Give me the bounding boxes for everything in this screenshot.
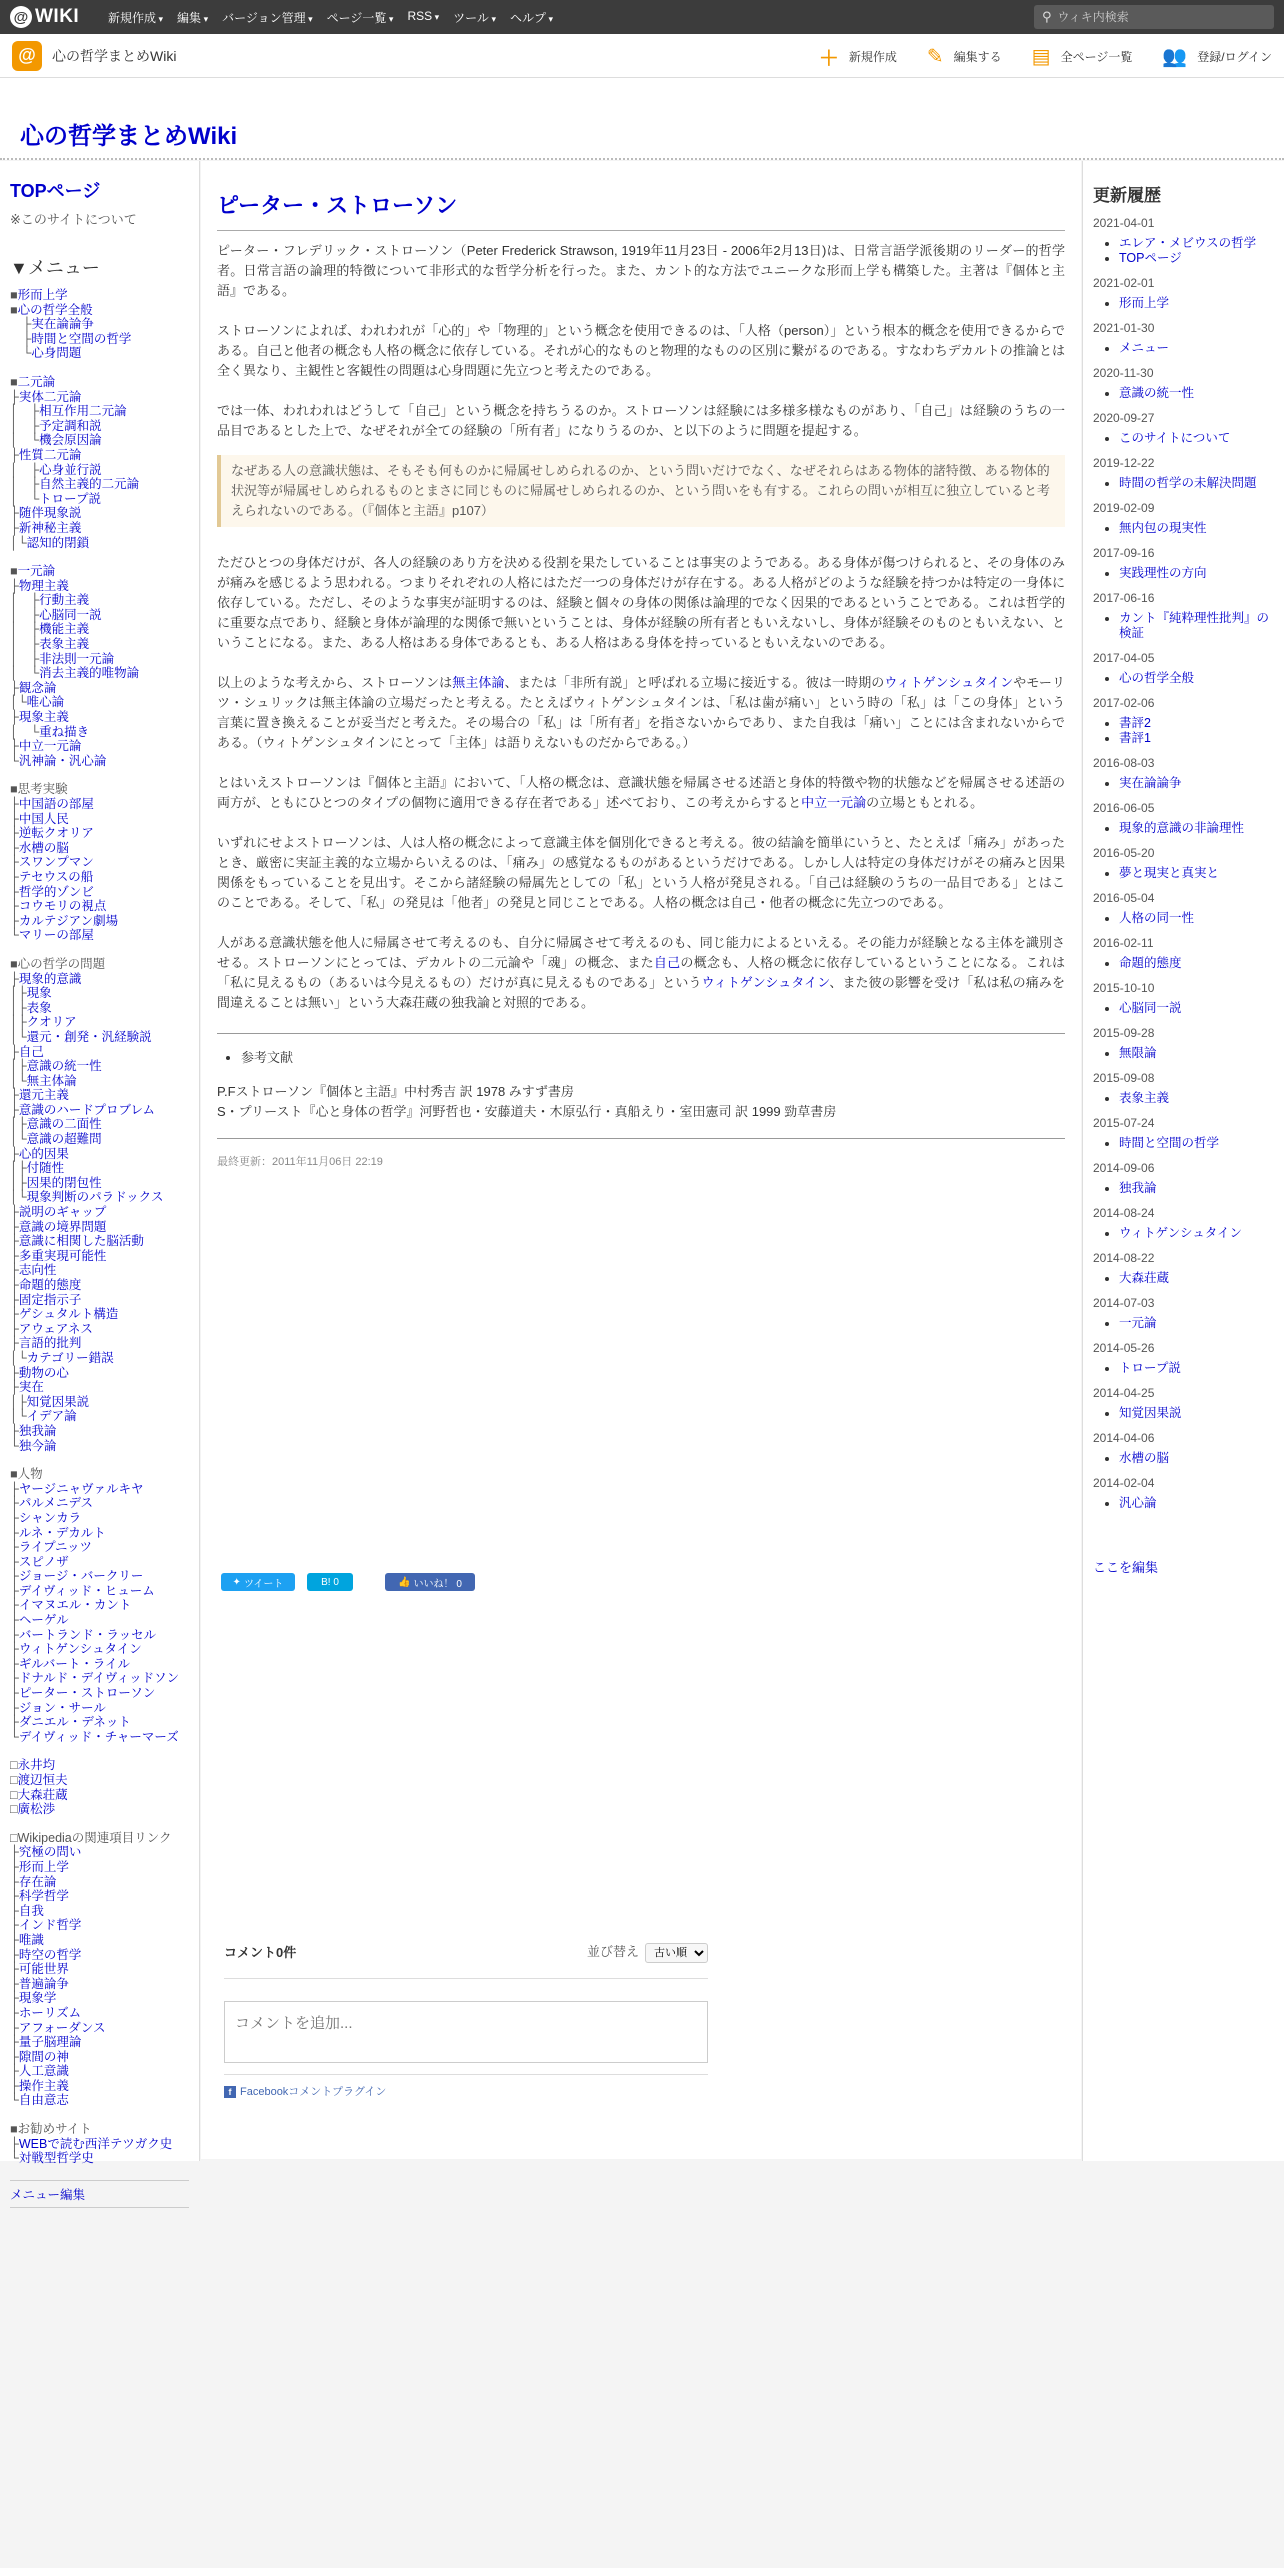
menu-block xyxy=(10,957,189,1453)
search-icon: ⚲ xyxy=(1042,9,1052,24)
updated-page-link[interactable]: 書評2 xyxy=(1119,716,1151,730)
menu-item: ■心の哲学の問題 xyxy=(10,956,106,971)
menu-item[interactable]: ├スピノザ xyxy=(10,1554,69,1569)
menu-item[interactable]: ├テセウスの船 xyxy=(10,869,94,884)
divider xyxy=(217,1033,1065,1034)
update-date: 2014-04-25 xyxy=(1093,1386,1155,1400)
menu-item[interactable]: ├時空の哲学 xyxy=(10,1947,82,1962)
menu-item[interactable]: ├カルテジアン劇場 xyxy=(10,913,119,928)
updated-page-link[interactable]: 一元論 xyxy=(1119,1316,1157,1330)
left-sidebar xyxy=(0,161,200,2202)
menu-item[interactable]: ├形而上学 xyxy=(10,1859,69,1874)
reference-item: P.Fストローソン『個体と主語』中村秀吉 訳 1978 みすず書房 xyxy=(217,1084,574,1099)
reference-item: S・プリースト『心と身体の哲学』河野哲也・安藤道夫・木原弘行・真船えり・室田憲司 訳 1999 勁草書房 xyxy=(217,1104,837,1119)
updated-page-link[interactable]: 独我論 xyxy=(1119,1181,1157,1195)
menu-item[interactable]: │ ├心脳同一説 xyxy=(10,607,102,622)
update-date: 2015-09-28 xyxy=(1093,1026,1155,1040)
menu-item[interactable]: ├ヘーゲル xyxy=(10,1613,69,1628)
comment-count: コメント0件 xyxy=(224,1945,297,1960)
menu-item[interactable]: ├命題的態度 xyxy=(10,1278,82,1292)
facebook-plugin-link[interactable]: f Facebookコメントプラグイン xyxy=(224,2074,708,2099)
menu-item[interactable]: ├ピーター・ストローソン xyxy=(10,1686,156,1701)
updated-page-link[interactable]: 汎心論 xyxy=(1119,1496,1157,1510)
menu-item[interactable]: ├バートランド・ラッセル xyxy=(10,1627,157,1642)
menu-item[interactable]: ├現象主義 xyxy=(10,710,69,725)
menu-item[interactable]: ├自我 xyxy=(10,1903,44,1918)
menu-item[interactable]: ├現象学 xyxy=(10,1991,57,2006)
menu-item[interactable]: │└無主体論 xyxy=(10,1073,77,1088)
menu-item[interactable]: ├現象的意識 xyxy=(10,971,82,986)
update-list xyxy=(1119,956,1274,971)
update-list xyxy=(1119,716,1274,746)
menu-item[interactable]: ├逆転クオリア xyxy=(10,826,94,841)
update-date: 2016-06-05 xyxy=(1093,801,1155,815)
updated-page-link[interactable]: このサイトについて xyxy=(1119,431,1231,445)
update-date: 2014-08-22 xyxy=(1093,1251,1155,1265)
update-list xyxy=(1119,1451,1274,1466)
menu-item[interactable]: ├コウモリの視点 xyxy=(10,899,107,914)
updated-page-link[interactable]: 夢と現実と真実と xyxy=(1119,866,1220,880)
menu-item[interactable]: ├科学哲学 xyxy=(10,1889,69,1904)
menu-item[interactable]: ├固定指示子 xyxy=(10,1292,82,1307)
update-date: 2020-09-27 xyxy=(1093,411,1155,425)
update-date: 2016-02-11 xyxy=(1093,936,1154,950)
paragraph: ただひとつの身体だけが、各人の経験のあり方を決める役割を果たしていることは事実のようである。ある身体が傷つけられると、その身体のみが痛みを感じるよう思われる。つまりそれぞれの人格にはただ一つの身体だけが存在する。ある人格がどのような経験を持つかは特定の一身体に依存している。ただし、そのような事実が証明するのは、経験と個々の身体の関係は論理的でなく因果的であるということである。これは哲学的に重要な点であり、経験と身体が論理的な関係で無いということは、身体が経験の所有者ともいえないし、身体が経験そのものともいえない、ということになる。また、ある人格はある身体であるとも、ある人格はある身体を持っているともいえないのである。 xyxy=(217,555,1065,650)
menu-item[interactable]: ├ルネ・デカルト xyxy=(10,1525,106,1540)
link-self[interactable]: 自己 xyxy=(653,955,681,970)
update-date: 2014-02-04 xyxy=(1093,1476,1155,1490)
menu-item[interactable]: │├意識の二面性 xyxy=(10,1117,102,1132)
update-date: 2015-10-10 xyxy=(1093,981,1155,995)
menu-item[interactable]: ├水槽の脳 xyxy=(10,840,69,855)
menu-item[interactable]: │├現象 xyxy=(10,986,52,1001)
update-list xyxy=(1119,1046,1274,1061)
update-date: 2017-02-06 xyxy=(1093,696,1155,710)
update-date: 2016-05-04 xyxy=(1093,891,1155,905)
menu-version[interactable]: バージョン管理 ▾ xyxy=(222,9,313,26)
update-date: 2015-09-08 xyxy=(1093,1071,1155,1085)
menu-block xyxy=(10,1831,189,2108)
menu-item[interactable]: ├ダニエル・デネット xyxy=(10,1715,131,1730)
updated-page-link[interactable]: 実在論論争 xyxy=(1119,776,1182,790)
paragraph: ストローソンによれば、われわれが「心的」や「物理的」という概念を使用できるのは、「人格（person）」という根本的概念を使用できるからである。自己と他者の概念も人格の概念に依存している。それが心的なものと物理的なものの区別に繋がるのである。すなわちデカルトの推論とは全く異なり、主観性と客観性の問題は心身問題に先立つと考えたのである。 xyxy=(217,323,1065,378)
menu-item[interactable]: │ ├機能主義 xyxy=(10,622,90,637)
edit-here-link[interactable]: ここを編集 xyxy=(1093,1560,1159,1575)
menu-item[interactable]: ■形而上学 xyxy=(10,288,68,302)
divider xyxy=(217,1138,1065,1139)
updated-page-link[interactable]: 大森荘蔵 xyxy=(1119,1271,1170,1285)
menu-block xyxy=(10,2122,189,2166)
update-date: 2021-01-30 xyxy=(1093,321,1155,335)
menu-item[interactable]: │└唯心論 xyxy=(10,695,65,710)
updated-page-link[interactable]: 人格の同一性 xyxy=(1119,911,1195,925)
update-date: 2014-04-06 xyxy=(1093,1431,1155,1445)
update-list xyxy=(1119,1496,1274,1511)
menu-item[interactable]: │├因果的閉包性 xyxy=(10,1175,102,1190)
paragraph: では一体、われわれはどうして「自己」という概念を持ちうるのか。ストローソンは経験には多様多様なものがあり、「自己」は経験のうちの一品目であるとした上で、なぜそれが全ての経験の「所有者」になりうるのか、と以下のように問題を提起する。 xyxy=(217,403,1065,438)
menu-new[interactable]: 新規作成 ▾ xyxy=(108,9,163,26)
menu-item[interactable]: │└意識の超難問 xyxy=(10,1132,102,1147)
search-input[interactable] xyxy=(1058,10,1258,24)
menu-item[interactable]: ├随伴現象説 xyxy=(10,506,82,521)
updated-page-link[interactable]: エレア・メビウスの哲学 xyxy=(1119,236,1257,250)
menu-item[interactable]: ├究極の問い xyxy=(10,1845,82,1860)
update-list xyxy=(1119,1361,1274,1376)
updated-page-link[interactable]: 時間の哲学の未解決問題 xyxy=(1119,476,1257,490)
menu-item[interactable]: │└カテゴリー錯誤 xyxy=(10,1350,114,1365)
sort-control: 並び替え 古い順 xyxy=(587,1941,708,1963)
update-list xyxy=(1119,1136,1274,1151)
update-date: 2014-09-06 xyxy=(1093,1161,1155,1175)
comment-input[interactable] xyxy=(224,2001,708,2063)
update-date: 2014-05-26 xyxy=(1093,1341,1155,1355)
menu-item[interactable]: ├多重実現可能性 xyxy=(10,1248,107,1263)
menu-item[interactable]: ├新神秘主義 xyxy=(10,520,82,535)
wiki-logo[interactable]: @ WIKI xyxy=(10,4,94,30)
menu-item[interactable]: ├シャンカラ xyxy=(10,1510,82,1525)
all-pages-button[interactable]: ▤ 全ページ一覧 xyxy=(1031,45,1133,68)
menu-item[interactable]: ├物理主義 xyxy=(10,578,69,593)
twitter-icon: ✦ xyxy=(232,1576,241,1588)
update-list xyxy=(1119,776,1274,791)
update-list xyxy=(1119,671,1274,686)
menu-block xyxy=(10,288,189,361)
updated-page-link[interactable]: トロープ説 xyxy=(1119,1361,1181,1375)
like-icon: 👍 xyxy=(398,1576,411,1588)
right-sidebar xyxy=(1082,161,1284,2161)
sort-select[interactable] xyxy=(645,1943,708,1963)
facebook-icon: f xyxy=(224,2086,236,2098)
new-page-button[interactable]: ＋ 新規作成 xyxy=(819,42,897,71)
menu-item[interactable]: ■二元論 xyxy=(10,374,56,389)
menu-item[interactable]: │ ├行動主義 xyxy=(10,593,90,608)
wiki-search xyxy=(1034,5,1274,29)
menu-item[interactable]: ├インド哲学 xyxy=(10,1918,82,1933)
menu-item[interactable]: ├説明のギャップ xyxy=(10,1205,107,1220)
update-list xyxy=(1119,911,1274,926)
menu-item[interactable]: ├自己 xyxy=(10,1044,44,1059)
menu-item[interactable]: │ └重ね描き xyxy=(10,724,90,739)
page-title: ピーター・ストローソン xyxy=(217,175,1065,231)
menu-item[interactable]: ├ジョージ・バークリー xyxy=(10,1569,144,1584)
menu-item[interactable]: ├ウィトゲンシュタイン xyxy=(10,1642,142,1657)
hatena-bookmark-button[interactable]: B! 0 xyxy=(307,1573,353,1591)
menu-item[interactable]: │ ├自然主義的二元論 xyxy=(10,477,140,492)
menu-item[interactable]: ├WEBで読む西洋テツガク史 xyxy=(10,2136,173,2151)
menu-pages[interactable]: ページ一覧 ▾ xyxy=(327,9,394,26)
menu-item[interactable]: ├ヤージニャヴァルキヤ xyxy=(10,1481,144,1496)
user-add-icon: 👥 xyxy=(1162,45,1188,68)
menu-item[interactable]: │ ├心身並行説 xyxy=(10,462,102,477)
menu-item[interactable]: └汎神論・汎心論 xyxy=(10,753,107,768)
menu-item[interactable]: ├中国語の部屋 xyxy=(10,797,94,811)
updated-page-link[interactable]: 心脳同一説 xyxy=(1119,1001,1182,1015)
social-buttons xyxy=(221,1573,487,1591)
menu-item[interactable]: ├人工意識 xyxy=(10,2064,69,2079)
link-wittgenstein[interactable]: ウィトゲンシュタイン xyxy=(701,975,830,990)
update-list xyxy=(1119,1181,1274,1196)
menu-item: ■人物 xyxy=(10,1467,43,1482)
site-name[interactable]: 心の哲学まとめWiki xyxy=(52,47,177,64)
update-date: 2021-02-01 xyxy=(1093,276,1155,290)
update-list xyxy=(1119,431,1274,446)
login-button[interactable]: 👥 登録/ログイン xyxy=(1162,45,1272,68)
updated-page-link[interactable]: 命題的態度 xyxy=(1119,956,1182,970)
update-history-list xyxy=(1093,216,1274,1511)
update-list xyxy=(1119,1406,1274,1421)
menu-edit[interactable]: 編集 ▾ xyxy=(177,9,208,26)
menu-item[interactable]: ├意識に相関した脳活動 xyxy=(10,1234,144,1249)
menu-item[interactable]: ├存在論 xyxy=(10,1874,57,1889)
menu-item[interactable]: ├普遍論争 xyxy=(10,1976,69,1991)
site-toolbar xyxy=(0,34,1284,78)
menu-item[interactable]: ├量子脳理論 xyxy=(10,2035,82,2050)
menu-item[interactable]: │ ├相互作用二元論 xyxy=(10,404,127,419)
pencil-icon: ✎ xyxy=(926,45,944,68)
update-date: 2019-12-22 xyxy=(1093,456,1155,470)
updated-page-link[interactable]: TOPページ xyxy=(1119,251,1182,265)
menu-item[interactable]: │├知覚因果説 xyxy=(10,1394,90,1409)
menu-item[interactable]: □大森荘蔵 xyxy=(10,1787,68,1802)
menu-item[interactable]: └自由意志 xyxy=(10,2093,69,2108)
update-date: 2017-09-16 xyxy=(1093,546,1155,560)
plus-icon: ＋ xyxy=(818,47,839,70)
updated-page-link[interactable]: ウィトゲンシュタイン xyxy=(1119,1226,1242,1240)
update-list xyxy=(1119,341,1274,356)
menu-item[interactable]: ├心的因果 xyxy=(10,1146,69,1161)
menu-tools[interactable]: ツール ▾ xyxy=(453,9,496,26)
menu-item[interactable]: ├意識の境界問題 xyxy=(10,1219,107,1234)
menu-item[interactable]: □廣松渉 xyxy=(10,1802,56,1817)
menu-item[interactable]: ├ホーリズム xyxy=(10,2005,82,2020)
menu-tree xyxy=(10,288,189,2166)
update-list xyxy=(1119,1001,1274,1016)
paragraph: とはいえストローソンは『個体と主語』において、「人格の概念は、意識状態を帰属させる述語と身体的特徴や物的状態などを帰属させる述語の両方が、ともにひとつのタイプの個物に適用できる存在者である」述べており、この考えからすると中立一元論の立場ともとれる。 xyxy=(217,775,1065,810)
update-date: 2017-06-16 xyxy=(1093,591,1155,605)
menu-item[interactable]: ├イマヌエル・カント xyxy=(10,1598,132,1613)
main-content xyxy=(201,161,1081,2159)
menu-item[interactable]: ├実在論論争 xyxy=(10,317,94,332)
menu-item[interactable]: └心身問題 xyxy=(10,346,82,361)
update-list xyxy=(1119,1271,1274,1286)
menu-item[interactable]: ├隙間の神 xyxy=(10,2049,69,2064)
update-list xyxy=(1119,611,1274,641)
menu-item[interactable]: ├還元主義 xyxy=(10,1088,69,1103)
paragraph: 以上のような考えから、ストローソンは無主体論、または「非所有説」と呼ばれる立場に接近する。彼は一時期のウィトゲンシュタインやモーリツ・シュリックは無主体論の立場だったと考える。たとえばウィトゲンシュタインは、「私は歯が痛い」という時の「私」は「この身体」という言葉に置き換えることが妥当だと考えた。その場合の「私」は「所有者」を指さないからであり、また自我は「痛い」ことには含まれないからである。（ウィトゲンシュタインにとって「主体」は語りえないものだからである。） xyxy=(217,675,1066,750)
menu-heading: ▼メニュー xyxy=(10,258,100,278)
menu-item[interactable]: └独今論 xyxy=(10,1438,57,1453)
paragraph: いずれにせよストローソンは、人は人格の概念によって意識主体を個別化できると考える。彼の結論を簡単にいうと、たとえば「痛み」があったとき、厳密に実証主義的な立場からいえるのは、「痛み」の感覚なるものがあるというだけである。しかし人は特定の身体だけがその痛みと因果関係をもっていることを見出す。そこから諸経験の帰属先としての「私」という人格が発見される。「自己は経験のうちの一品目である」とはこのことである。そして、「私」の発見は「他者」の発見と同じことである。人格の概念は自己・他者の概念に先立つのである。 xyxy=(217,835,1065,910)
menu-item[interactable]: │ ├予定調和説 xyxy=(10,418,102,433)
menu-item[interactable]: ├ドナルド・デイヴィッドソン xyxy=(10,1671,180,1686)
update-date: 2015-07-24 xyxy=(1093,1116,1155,1130)
references-heading: • 参考文献 xyxy=(241,1048,1065,1068)
update-list xyxy=(1119,1091,1274,1106)
menu-item[interactable]: ├実在 xyxy=(10,1380,44,1395)
menu-item[interactable]: ├デイヴィッド・ヒューム xyxy=(10,1583,155,1598)
edit-page-button[interactable]: ✎ 編集する xyxy=(926,45,1002,68)
tweet-button[interactable]: ✦ ツイート xyxy=(221,1573,295,1591)
update-list xyxy=(1119,386,1274,401)
menu-item[interactable]: ├ジョン・サール xyxy=(10,1700,106,1715)
menu-item[interactable]: │├クオリア xyxy=(10,1015,77,1030)
menu-item[interactable]: └対戦型哲学史 xyxy=(10,2151,94,2166)
update-list xyxy=(1119,821,1274,836)
menu-block xyxy=(10,1758,189,1816)
update-list xyxy=(1119,476,1274,491)
comments-section xyxy=(224,1935,708,2099)
menu-item[interactable]: ├パルメニデス xyxy=(10,1496,93,1511)
menu-item[interactable]: │└現象判断のパラドックス xyxy=(10,1190,164,1205)
menu-item[interactable]: ■心の哲学全般 xyxy=(10,302,93,317)
menu-item[interactable]: ├可能世界 xyxy=(10,1962,69,1977)
update-date: 2016-08-03 xyxy=(1093,756,1155,770)
updated-page-link[interactable]: カント『純粋理性批判』の検証 xyxy=(1119,611,1270,640)
menu-item[interactable]: │ ├表象主義 xyxy=(10,637,90,652)
menu-item[interactable]: ├ライプニッツ xyxy=(10,1540,92,1555)
update-list xyxy=(1119,866,1274,881)
link-no-subject[interactable]: 無主体論 xyxy=(452,675,505,690)
menu-item[interactable]: ├中国人民 xyxy=(10,811,69,826)
updated-page-link[interactable]: 意識の統一性 xyxy=(1119,386,1195,400)
top-page-link[interactable]: TOPページ xyxy=(10,181,101,201)
menu-block xyxy=(10,1467,189,1744)
menu-item[interactable]: ├ゲシュタルト構造 xyxy=(10,1307,119,1322)
menu-item[interactable]: ├スワンプマン xyxy=(10,855,94,870)
link-wittgenstein[interactable]: ウィトゲンシュタイン xyxy=(884,675,1014,690)
update-date: 2014-08-24 xyxy=(1093,1206,1155,1220)
updated-page-link[interactable]: 表象主義 xyxy=(1119,1091,1170,1105)
menu-block xyxy=(10,782,189,943)
menu-item[interactable]: ├実体二元論 xyxy=(10,389,82,404)
about-site-link[interactable]: ※このサイトについて xyxy=(10,212,137,227)
menu-item[interactable]: │ └機会原因論 xyxy=(10,433,102,448)
menu-item[interactable]: │└イデア論 xyxy=(10,1409,77,1424)
menu-item[interactable]: ├操作主義 xyxy=(10,2078,69,2093)
menu-item[interactable]: │└認知的閉鎖 xyxy=(10,535,90,550)
update-date: 2019-02-09 xyxy=(1093,501,1155,515)
update-date: 2014-07-03 xyxy=(1093,1296,1155,1310)
menu-item[interactable]: □永井均 xyxy=(10,1758,56,1773)
menu-item: ■思考実験 xyxy=(10,782,68,797)
references xyxy=(217,1048,1065,1122)
update-date: 2021-04-01 xyxy=(1093,216,1155,230)
menu-item[interactable]: ├中立一元論 xyxy=(10,739,82,754)
updated-page-link[interactable]: 心の哲学全般 xyxy=(1119,671,1195,685)
site-header xyxy=(0,78,1284,160)
menu-item[interactable]: ├唯識 xyxy=(10,1932,44,1947)
update-date: 2020-11-30 xyxy=(1093,366,1154,380)
menu-item[interactable]: ├志向性 xyxy=(10,1263,57,1278)
update-list xyxy=(1119,236,1274,266)
menu-item[interactable]: ├言語的批判 xyxy=(10,1336,82,1351)
update-list xyxy=(1119,566,1274,581)
last-modified: 最終更新：2011年11月06日 22:19 xyxy=(217,1156,383,1168)
menu-item[interactable]: ├アウェアネス xyxy=(10,1321,93,1336)
updated-page-link[interactable]: 知覚因果説 xyxy=(1119,1406,1182,1420)
menu-item: ■お勧めサイト xyxy=(10,2122,92,2137)
updated-page-link[interactable]: メニュー xyxy=(1119,341,1170,355)
update-date: 2017-04-05 xyxy=(1093,651,1155,665)
menu-block xyxy=(10,375,189,550)
global-menu xyxy=(108,9,567,26)
updated-page-link[interactable]: 書評1 xyxy=(1119,731,1151,745)
menu-item[interactable]: │ └トロープ説 xyxy=(10,491,102,506)
menu-item[interactable]: ├アフォーダンス xyxy=(10,2020,106,2035)
updated-page-link[interactable]: 水槽の脳 xyxy=(1119,1451,1170,1465)
updated-page-link[interactable]: 無内包の現実性 xyxy=(1119,521,1207,535)
facebook-like-button[interactable]: 👍 いいね！ 0 xyxy=(385,1573,475,1591)
menu-item[interactable]: │ ├非法則一元論 xyxy=(10,651,115,666)
document-icon: ▤ xyxy=(1031,45,1051,68)
menu-item[interactable]: │├表象 xyxy=(10,1000,52,1015)
update-history-title: 更新履歴 xyxy=(1093,186,1161,205)
updated-page-link[interactable]: 時間と空間の哲学 xyxy=(1119,1136,1220,1150)
menu-item[interactable]: ├観念論 xyxy=(10,680,57,695)
menu-item[interactable]: ├時間と空間の哲学 xyxy=(10,331,132,346)
at-logo-icon: @ xyxy=(10,6,32,28)
menu-item[interactable]: │├意識の統一性 xyxy=(10,1059,102,1074)
menu-item: □Wikipediaの関連項目リンク xyxy=(10,1830,172,1845)
menu-item[interactable]: ├ギルバート・ライル xyxy=(10,1656,130,1671)
menu-item[interactable]: ├動物の心 xyxy=(10,1365,69,1380)
menu-item[interactable]: ├意識のハードプロブレム xyxy=(10,1102,155,1117)
updated-page-link[interactable]: 現象的意識の非論理性 xyxy=(1119,821,1245,835)
update-date: 2016-05-20 xyxy=(1093,846,1155,860)
menu-item[interactable]: □渡辺恒夫 xyxy=(10,1773,68,1787)
menu-item[interactable]: ├性質二元論 xyxy=(10,447,82,462)
menu-item[interactable]: │└還元・創発・汎経験説 xyxy=(10,1029,152,1044)
paragraph: ピーター・フレデリック・ストローソン（Peter Frederick Strawson, 1919年11月23日 - 2006年2月13日)は、日常言語学派後期のリーダー的哲学者。日常言語の論理的特徴について非形式的な哲学分析を行った。また、カント的な方法でユニークな形而上学も構築した。主著は『個体と主語』である。 xyxy=(217,243,1065,298)
menu-rss[interactable]: RSS ▾ xyxy=(407,9,439,26)
updated-page-link[interactable]: 実践理性の方向 xyxy=(1119,566,1207,580)
updated-page-link[interactable]: 無限論 xyxy=(1119,1046,1157,1060)
menu-item[interactable]: └マリーの部屋 xyxy=(10,928,94,943)
updated-page-link[interactable]: 形而上学 xyxy=(1119,296,1170,310)
menu-item[interactable]: ├独我論 xyxy=(10,1423,57,1438)
menu-help[interactable]: ヘルプ ▾ xyxy=(510,9,553,26)
site-logo-icon[interactable]: @ xyxy=(12,41,42,71)
paragraph: 人がある意識状態を他人に帰属させて考えるのも、自分に帰属させて考えるのも、同じ能力によるといえる。その能力が経験となる主体を識別させる。ストローソンにとっては、デカルトの二元論や「魂」の概念、また自己の概念も、人格の概念に依存しているということになる。これは「私に見えるもの（あるいは今見えるもの）だけが真に見えるものである」というウィトゲンシュタイン、また彼の影響を受け「私は私の痛みを間違えることは無い」という大森荘蔵の独我論と対照的である。 xyxy=(217,935,1065,1010)
global-navbar xyxy=(0,0,1284,34)
menu-item[interactable]: ■一元論 xyxy=(10,564,56,579)
site-title-link[interactable]: 心の哲学まとめWiki xyxy=(20,123,238,150)
link-neutral-monism[interactable]: 中立一元論 xyxy=(801,795,867,810)
update-list xyxy=(1119,296,1274,311)
menu-block xyxy=(10,564,189,768)
blockquote: なぜある人の意識状態は、そもそも何ものかに帰属せしめられるのか、という問いだけでなく、なぜそれらはある物体的諸特徴、ある物体的状況等が帰属せしめられるものとまさに同じものに帰属せしめられるのか、という問いをも有する。これらの問いが相互に独立していると考えられないのである。（『個体と主語』p107） xyxy=(217,455,1065,527)
menu-item[interactable]: │ └消去主義的唯物論 xyxy=(10,666,140,681)
menu-edit-link[interactable]: メニュー編集 xyxy=(10,2180,189,2208)
update-list xyxy=(1119,521,1274,536)
menu-item[interactable]: │├付随性 xyxy=(10,1161,65,1176)
menu-item[interactable]: ├哲学的ゾンビ xyxy=(10,884,94,899)
update-list xyxy=(1119,1226,1274,1241)
update-list xyxy=(1119,1316,1274,1331)
menu-item[interactable]: └デイヴィッド・チャーマーズ xyxy=(10,1729,179,1744)
